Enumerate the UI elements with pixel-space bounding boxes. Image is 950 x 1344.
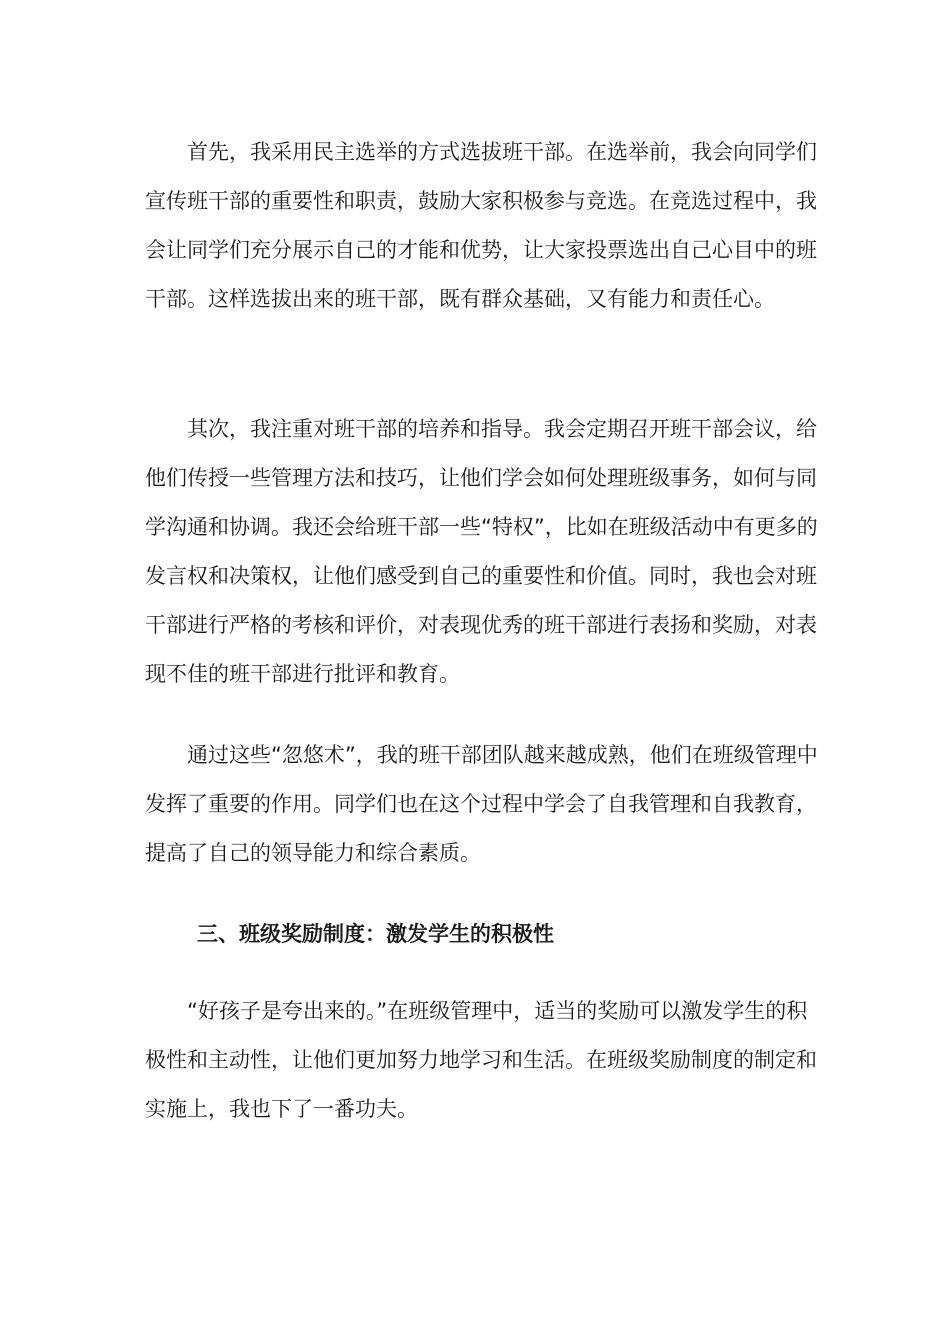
paragraph-cadre-election: 首先，我采用民主选举的方式选拔班干部。在选举前，我会向同学们宣传班干部的重要性和职责，鼓励大家积极参与竞选。在竞选过程中，我会让同学们充分展示自己的才能和优势，让大家投票选出自己心目中的班干部。这样选拔出来的班干部，既有群众基础，又有能力和责任心。 bbox=[145, 140, 817, 311]
paragraph-cadre-training: 其次，我注重对班干部的培养和指导。我会定期召开班干部会议，给他们传授一些管理方法和技巧，让他们学会如何处理班级事务，如何与同学沟通和协调。我还会给班干部一些“特权”，比如在班级活动中有更多的发言权和决策权，让他们感受到自己的重要性和价值。同时，我也会对班干部进行严格的考核和评价，对表现优秀的班干部进行表扬和奖励，对表现不佳的班干部进行批评和教育。 bbox=[145, 417, 818, 686]
paragraph-reward-intro: “好孩子是夸出来的。”在班级管理中，适当的奖励可以激发学生的积极性和主动性，让他们更加努力地学习和生活。在班级奖励制度的制定和实施上，我也下了一番功夫。 bbox=[145, 999, 817, 1121]
section-heading: 三、班级奖励制度：激发学生的积极性 bbox=[197, 922, 554, 946]
paragraph-cadre-results: 通过这些“忽悠术”，我的班干部团队越来越成熟，他们在班级管理中发挥了重要的作用。同学们也在这个过程中学会了自我管理和自我教育，提高了自己的领导能力和综合素质。 bbox=[145, 743, 818, 865]
